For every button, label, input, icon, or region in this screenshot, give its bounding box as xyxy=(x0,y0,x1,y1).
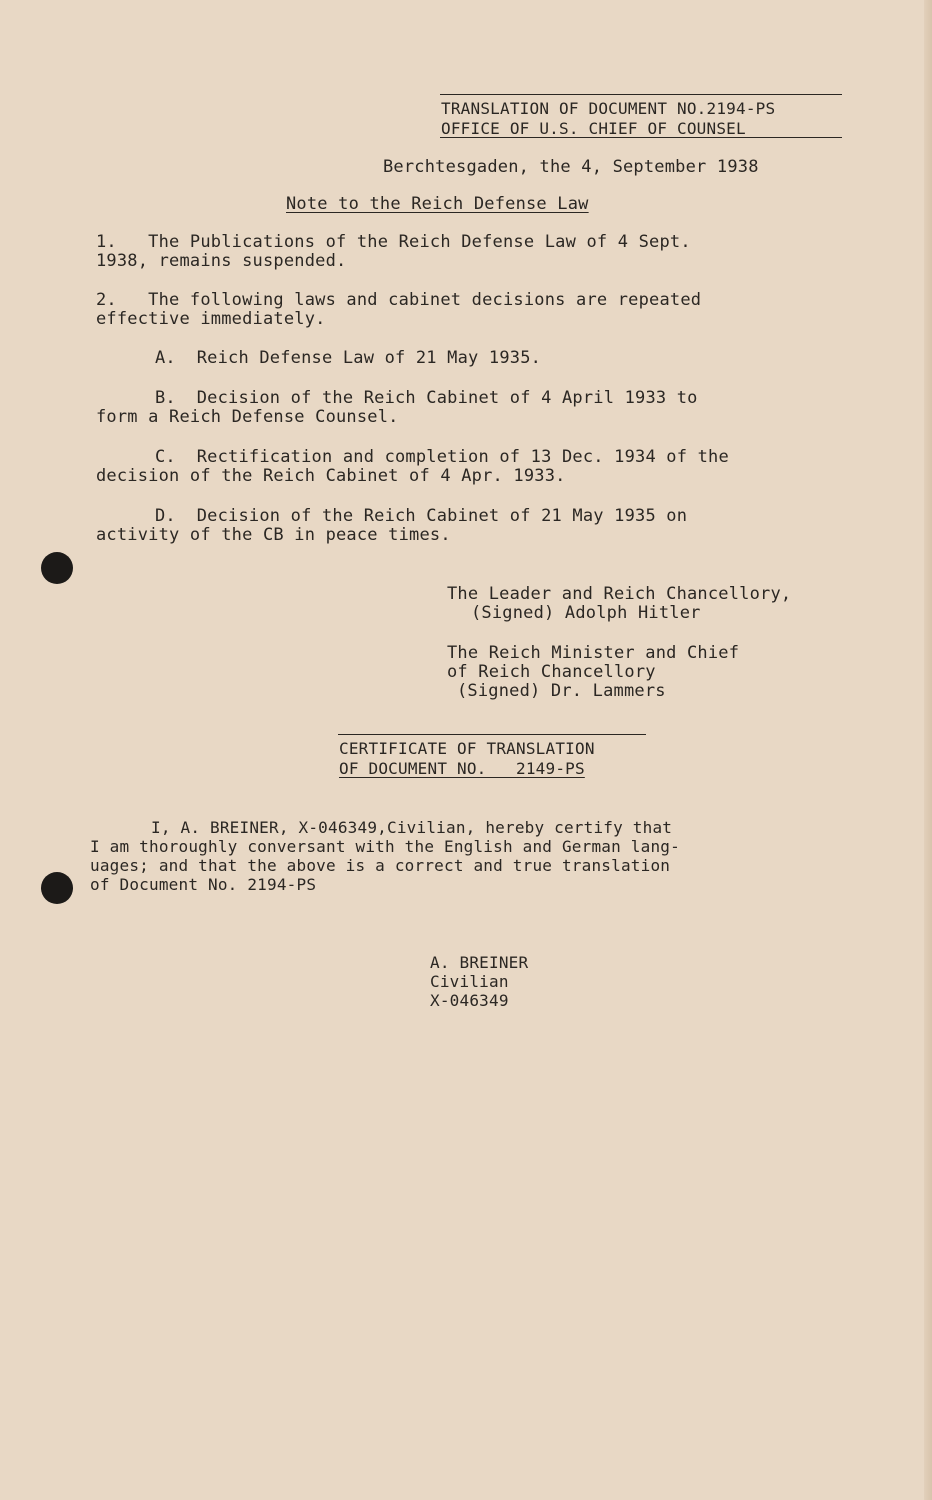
minister-signature-name: (Signed) Dr. Lammers xyxy=(457,681,666,701)
point-1-line-1: 1. The Publications of the Reich Defense Law of 4 Sept. xyxy=(96,232,691,252)
punch-hole-bottom xyxy=(41,872,73,904)
translator-id: X-046349 xyxy=(430,991,509,1010)
leader-signature-title: The Leader and Reich Chancellory, xyxy=(447,584,792,604)
item-c-line-2: decision of the Reich Cabinet of 4 Apr. 1933. xyxy=(96,466,566,486)
item-d-line-1: D. Decision of the Reich Cabinet of 21 May 1935 on xyxy=(155,506,688,526)
item-b-line-2: form a Reich Defense Counsel. xyxy=(96,407,399,427)
point-2-line-1: 2. The following laws and cabinet decisions are repeated xyxy=(96,290,702,310)
item-c-line-1: C. Rectification and completion of 13 Dec. 1934 of the xyxy=(155,447,729,467)
certificate-body-line-2: I am thoroughly conversant with the English and German lang- xyxy=(90,837,680,856)
punch-hole-top xyxy=(41,552,73,584)
point-1-line-2: 1938, remains suspended. xyxy=(96,251,347,271)
document-title: Note to the Reich Defense Law xyxy=(286,194,589,214)
certificate-body-line-4: of Document No. 2194-PS xyxy=(90,875,317,894)
translation-heading: TRANSLATION OF DOCUMENT NO.2194-PS xyxy=(441,99,776,118)
certificate-heading: CERTIFICATE OF TRANSLATION xyxy=(339,739,595,758)
page-edge xyxy=(924,0,932,1500)
leader-signature-name: (Signed) Adolph Hitler xyxy=(471,603,701,623)
certificate-body-line-3: uages; and that the above is a correct and true translation xyxy=(90,856,671,875)
certificate-top-rule xyxy=(338,734,646,735)
header-top-rule xyxy=(440,94,842,95)
header-bottom-rule xyxy=(440,137,842,138)
minister-signature-title-1: The Reich Minister and Chief xyxy=(447,643,740,663)
dateline: Berchtesgaden, the 4, September 1938 xyxy=(383,157,759,177)
item-d-line-2: activity of the CB in peace times. xyxy=(96,525,451,545)
item-b-line-1: B. Decision of the Reich Cabinet of 4 April 1933 to xyxy=(155,388,698,408)
item-a: A. Reich Defense Law of 21 May 1935. xyxy=(155,348,542,368)
certificate-body-line-1: I, A. BREINER, X-046349,Civilian, hereby certify that xyxy=(151,818,673,837)
translator-status: Civilian xyxy=(430,972,509,991)
certificate-document-number: OF DOCUMENT NO. 2149-PS xyxy=(339,759,585,778)
minister-signature-title-2: of Reich Chancellory xyxy=(447,662,656,682)
office-heading: OFFICE OF U.S. CHIEF OF COUNSEL xyxy=(441,119,746,138)
point-2-line-2: effective immediately. xyxy=(96,309,326,329)
translator-name: A. BREINER xyxy=(430,953,529,972)
